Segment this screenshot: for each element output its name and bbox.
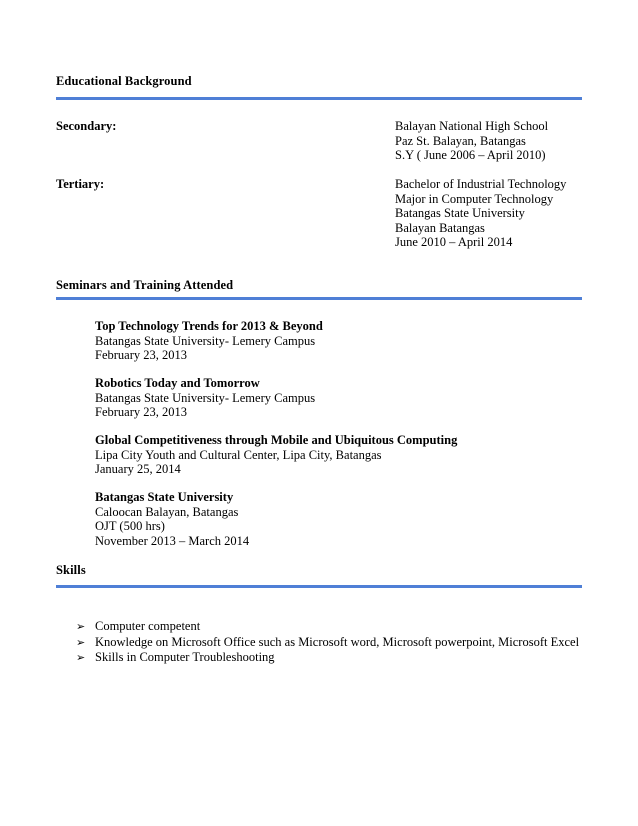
seminar-item	[95, 433, 457, 477]
secondary-school-year: S.Y ( June 2006 – April 2010)	[395, 148, 546, 162]
education-heading: Educational Background	[56, 74, 192, 88]
skill-text: Knowledge on Microsoft Office such as Microsoft word, Microsoft powerpoint, Microsoft Excel	[95, 634, 580, 649]
tertiary-address: Balayan Batangas	[395, 220, 485, 235]
seminar-title: Robotics Today and Tomorrow	[95, 376, 260, 390]
seminar-date: November 2013 – March 2014	[95, 533, 250, 548]
seminars-divider	[56, 297, 582, 300]
seminar-item	[95, 490, 249, 548]
seminar-address: Caloocan Balayan, Batangas	[95, 504, 239, 519]
seminar-date: February 23, 2013	[95, 348, 187, 362]
tertiary-major: Major in Computer Technology	[395, 191, 554, 206]
tertiary-school: Batangas State University	[395, 206, 525, 220]
skills-divider	[56, 585, 582, 588]
arrowhead-bullet-icon: ➢	[76, 651, 86, 664]
secondary-school: Balayan National High School	[395, 119, 549, 133]
seminar-title: Batangas State University	[95, 490, 234, 504]
skill-item	[76, 650, 579, 666]
skill-text: Computer competent	[95, 619, 201, 633]
secondary-address: Paz St. Balayan, Batangas	[395, 133, 526, 148]
seminars-heading: Seminars and Training Attended	[56, 278, 234, 292]
seminar-title: Global Competitiveness through Mobile and Ubiquitous Computing	[95, 433, 458, 447]
skill-item	[76, 619, 579, 635]
seminar-hours: OJT (500 hrs)	[95, 519, 165, 533]
seminar-item	[95, 319, 323, 363]
seminar-date: February 23, 2013	[95, 405, 187, 419]
skills-list	[76, 619, 579, 666]
tertiary-label: Tertiary:	[56, 177, 105, 191]
tertiary-degree: Bachelor of Industrial Technology	[395, 177, 567, 191]
arrowhead-bullet-icon: ➢	[76, 620, 86, 633]
education-divider	[56, 97, 582, 100]
tertiary-years: June 2010 – April 2014	[395, 235, 513, 249]
skill-item	[76, 635, 579, 651]
skills-heading: Skills	[56, 563, 86, 577]
arrowhead-bullet-icon: ➢	[76, 635, 86, 649]
tertiary-details	[395, 177, 566, 250]
seminar-item	[95, 376, 315, 420]
skill-text: Skills in Computer Troubleshooting	[95, 650, 275, 664]
seminar-venue: Lipa City Youth and Cultural Center, Lipa City, Batangas	[95, 447, 382, 462]
secondary-details	[395, 119, 548, 163]
seminar-venue: Batangas State University- Lemery Campus	[95, 390, 316, 405]
seminar-venue: Batangas State University- Lemery Campus	[95, 333, 316, 348]
secondary-label: Secondary:	[56, 119, 117, 133]
seminar-date: January 25, 2014	[95, 462, 181, 476]
seminar-title: Top Technology Trends for 2013 & Beyond	[95, 319, 323, 333]
